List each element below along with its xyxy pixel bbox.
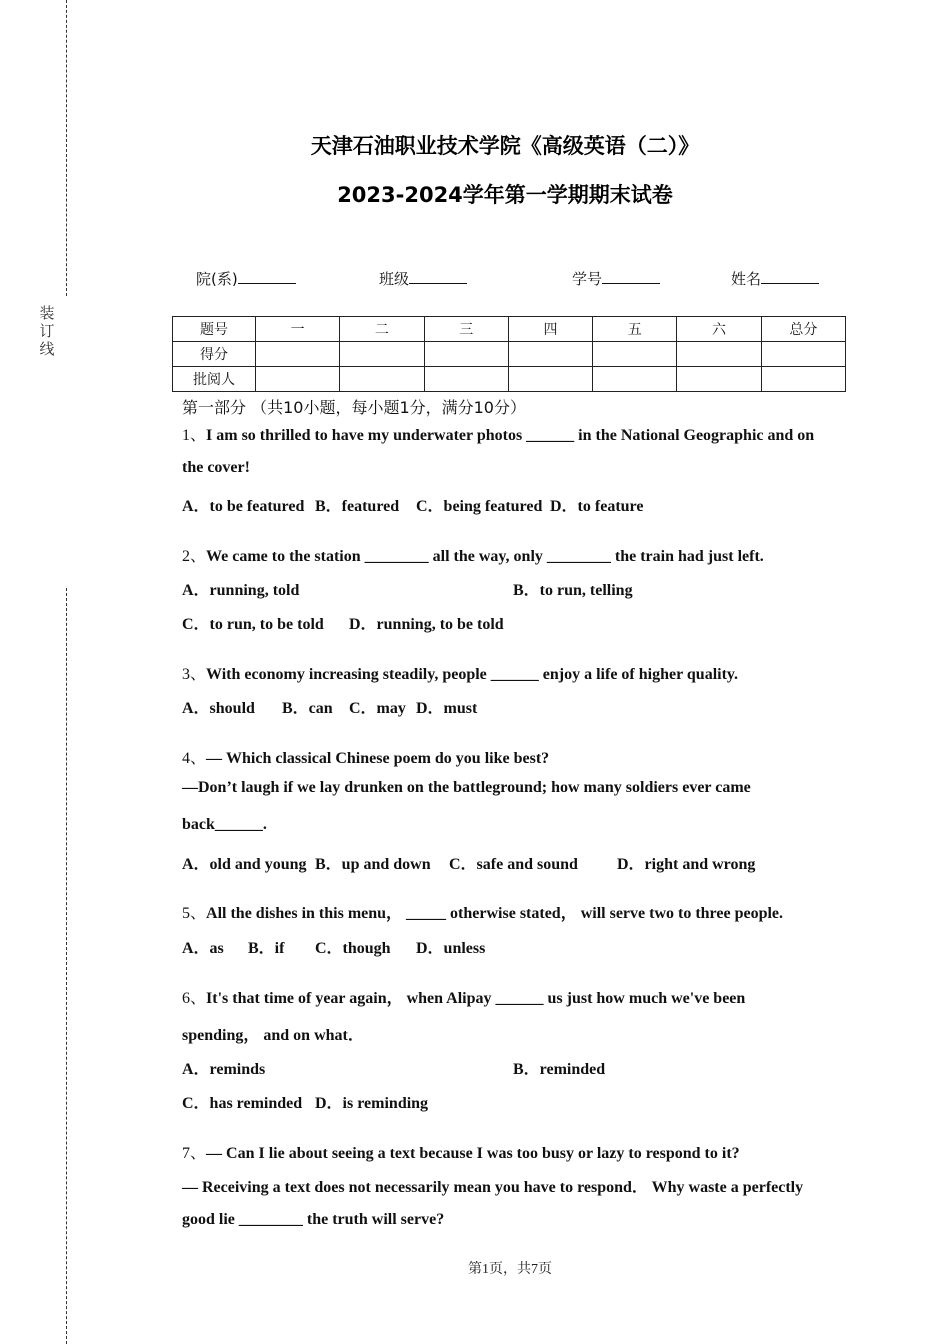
class-label: 班级 [379,270,410,288]
question-1-stem-cont: the cover! [182,459,250,476]
row-label: 得分 [173,342,256,367]
header-cell: 六 [677,317,761,342]
question-number: 6、 [182,990,207,1007]
option-d[interactable]: D．right and wrong [617,856,756,873]
exam-subtitle: 2023-2024学年第一学期期末试卷 [337,183,673,207]
option-b[interactable]: B．if [248,940,285,957]
header-cell: 一 [256,317,340,342]
name-field[interactable] [731,268,819,289]
reviewer-cell[interactable] [677,367,761,392]
reviewer-cell[interactable] [256,367,340,392]
score-cell[interactable] [340,342,424,367]
score-cell[interactable] [508,342,592,367]
score-cell[interactable] [761,342,845,367]
student-id-blank[interactable] [602,269,660,284]
question-number: 7、 [182,1145,207,1162]
question-text: All the dishes in this menu， _____ otherwise stated， will serve two to three people. [206,905,784,922]
class-field[interactable] [379,268,467,289]
option-a[interactable]: A．to be featured [182,498,305,515]
question-number: 1、 [182,427,207,444]
question-number: 4、 [182,750,207,767]
binding-char: 装 [39,304,55,322]
option-a[interactable]: A．as [182,940,224,957]
reviewer-cell[interactable] [340,367,424,392]
header-cell: 四 [508,317,592,342]
question-6-stem-cont: spending， and on what． [182,1027,364,1044]
binding-label [38,304,56,358]
question-6-stem [182,985,745,1008]
score-row [173,342,846,367]
question-text: We came to the station ________ all the way, only ________ the train had just left. [206,548,764,565]
score-table-header-row [173,317,846,342]
option-b[interactable]: B．up and down [315,856,431,873]
department-blank[interactable] [238,269,296,284]
option-b[interactable]: B．to run, telling [513,582,633,599]
question-number: 5、 [182,905,207,922]
score-cell[interactable] [677,342,761,367]
score-cell[interactable] [256,342,340,367]
score-cell[interactable] [593,342,677,367]
option-b[interactable]: B．featured [315,498,400,515]
page-footer: 第1页，共7页 [468,1262,552,1277]
question-text: With economy increasing steadily, people ______ enjoy a life of higher quality. [206,666,739,683]
option-d[interactable]: D．must [416,700,478,717]
option-c[interactable]: C．though [315,940,391,957]
question-text: — Which classical Chinese poem do you like best? [206,750,550,767]
binding-char: 线 [39,340,55,358]
option-c[interactable]: C．safe and sound [449,856,578,873]
question-7-stem-cont: — Receiving a text does not necessarily mean you have to respond． Why waste a perfectly [182,1179,804,1196]
option-a[interactable]: A．old and young [182,856,307,873]
question-number: 2、 [182,548,207,565]
student-id-label: 学号 [572,270,603,288]
reviewer-cell[interactable] [424,367,508,392]
reviewer-cell[interactable] [761,367,845,392]
option-a[interactable]: A．should [182,700,255,717]
option-a[interactable]: A．running, told [182,582,300,599]
reviewer-cell[interactable] [508,367,592,392]
option-d[interactable]: D．running, to be told [349,616,504,633]
question-4-stem [182,745,549,768]
reviewer-row [173,367,846,392]
question-2-stem [182,543,764,566]
question-5-stem [182,900,783,923]
header-cell: 二 [340,317,424,342]
class-blank[interactable] [409,269,467,284]
option-c[interactable]: C．may [349,700,406,717]
option-c[interactable]: C．has reminded [182,1095,303,1112]
question-4-stem-cont: —Don’t laugh if we lay drunken on the battleground; how many soldiers ever came [182,779,751,796]
option-b[interactable]: B．can [282,700,333,717]
question-7-stem [182,1140,740,1163]
option-b[interactable]: B．reminded [513,1061,606,1078]
header-cell: 五 [593,317,677,342]
option-d[interactable]: D．is reminding [315,1095,429,1112]
reviewer-cell[interactable] [593,367,677,392]
option-d[interactable]: D．unless [416,940,486,957]
option-c[interactable]: C．being featured [416,498,543,515]
department-field[interactable] [196,268,296,289]
department-label: 院(系) [196,270,238,288]
question-3-stem [182,661,738,684]
score-cell[interactable] [424,342,508,367]
student-info-row [196,268,836,292]
score-table [172,316,846,392]
student-id-field[interactable] [572,268,660,289]
binding-char: 订 [39,322,55,340]
header-cell: 总分 [761,317,845,342]
exam-title: 天津石油职业技术学院《高级英语（二）》 [310,134,700,158]
header-cell: 题号 [173,317,256,342]
name-label: 姓名 [731,270,762,288]
option-d[interactable]: D．to feature [550,498,644,515]
question-1-stem [182,422,814,445]
question-7-stem-cont: good lie ________ the truth will serve? [182,1211,445,1228]
question-text: — Can I lie about seeing a text because I was too busy or lazy to respond to it? [206,1145,740,1162]
question-text: I am so thrilled to have my underwater photos ______ in the National Geographic and on [206,427,815,444]
option-c[interactable]: C．to run, to be told [182,616,324,633]
option-a[interactable]: A．reminds [182,1061,266,1078]
section-heading: 第一部分 （共10小题，每小题1分，满分10分） [182,398,526,417]
binding-line-bottom [66,588,67,1344]
question-4-stem-cont: back______. [182,816,267,833]
row-label: 批阅人 [173,367,256,392]
question-number: 3、 [182,666,207,683]
header-cell: 三 [424,317,508,342]
question-text: It's that time of year again， when Alipay ______ us just how much we've been [206,990,746,1007]
name-blank[interactable] [761,269,819,284]
